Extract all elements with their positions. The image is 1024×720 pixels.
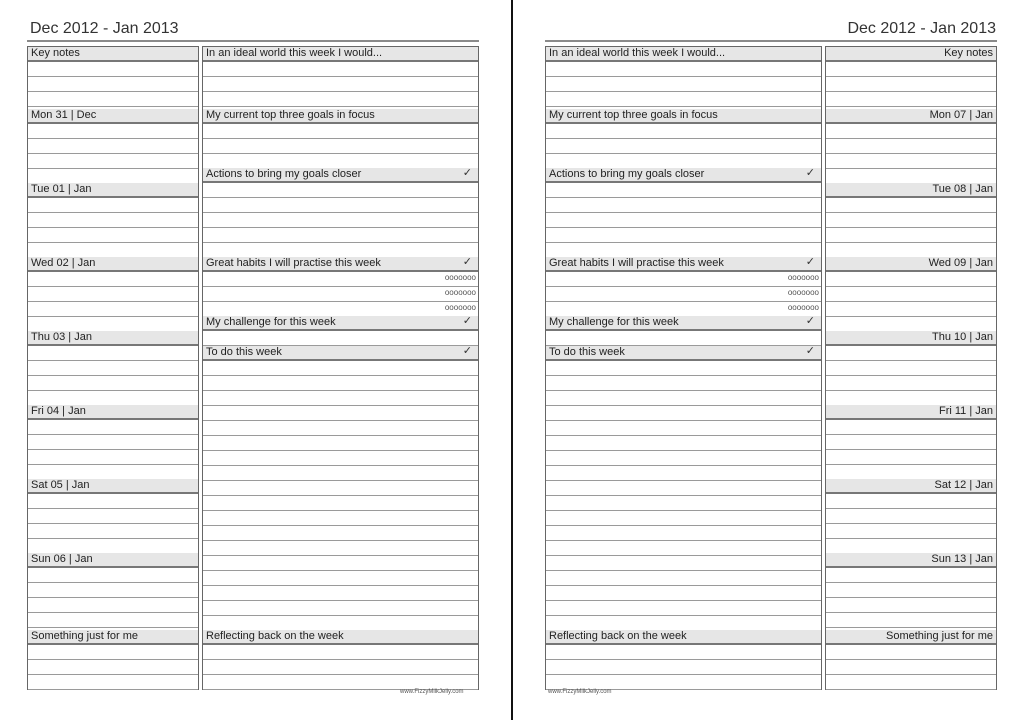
day-header-thu-03-jan	[28, 331, 198, 346]
writing-line[interactable]	[203, 436, 478, 451]
writing-line[interactable]	[546, 451, 821, 466]
reflecting-header-label: Reflecting back on the week	[549, 630, 687, 642]
checkmark-icon: ✓	[805, 316, 815, 327]
writing-line[interactable]	[28, 568, 198, 583]
writing-line[interactable]	[28, 317, 198, 332]
writing-line[interactable]	[826, 450, 996, 465]
day-header-tue-08-jan-label: Tue 08 | Jan	[932, 183, 993, 195]
writing-line[interactable]	[203, 511, 478, 526]
writing-line[interactable]	[28, 420, 198, 435]
habit-tracker-row[interactable]	[203, 287, 478, 302]
goals-column	[202, 46, 479, 690]
writing-line[interactable]	[203, 645, 478, 660]
writing-line[interactable]	[826, 77, 996, 92]
day-header-tue-01-jan-label: Tue 01 | Jan	[31, 183, 92, 195]
writing-line[interactable]	[28, 539, 198, 554]
day-header-mon-07-jan	[826, 109, 996, 124]
day-header-mon-07-jan-label: Mon 07 | Jan	[929, 109, 993, 121]
writing-line[interactable]	[546, 511, 821, 526]
day-header-thu-03-jan-label: Thu 03 | Jan	[31, 331, 92, 343]
reflecting-header	[203, 630, 478, 645]
writing-line[interactable]	[28, 198, 198, 213]
writing-line[interactable]	[546, 77, 821, 92]
writing-line[interactable]	[546, 526, 821, 541]
right-planner-page	[514, 0, 1024, 720]
key-notes-header	[826, 47, 996, 62]
writing-line[interactable]	[826, 494, 996, 509]
writing-line[interactable]	[546, 616, 821, 631]
writing-line[interactable]	[203, 601, 478, 616]
writing-line[interactable]	[826, 645, 996, 660]
writing-line[interactable]	[826, 568, 996, 583]
writing-line[interactable]	[28, 509, 198, 524]
great-habits-header-label: Great habits I will practise this week	[549, 257, 724, 269]
writing-line[interactable]	[826, 92, 996, 107]
top-goals-header	[546, 109, 821, 124]
writing-line[interactable]	[826, 169, 996, 184]
writing-line[interactable]	[203, 139, 478, 154]
writing-line[interactable]	[826, 228, 996, 243]
writing-line[interactable]	[203, 228, 478, 243]
writing-line[interactable]	[203, 77, 478, 92]
writing-line[interactable]	[826, 213, 996, 228]
date-range-title: Dec 2012 - Jan 2013	[847, 20, 996, 37]
key-notes-header	[28, 47, 198, 62]
day-header-wed-09-jan	[826, 257, 996, 272]
challenge-header	[203, 316, 478, 331]
writing-line[interactable]	[203, 124, 478, 139]
checkmark-icon: ✓	[805, 346, 815, 357]
to-do-header-label: To do this week	[206, 346, 282, 358]
writing-line[interactable]	[203, 586, 478, 601]
writing-line[interactable]	[203, 183, 478, 198]
great-habits-header	[203, 257, 478, 272]
habit-circles-icon[interactable]: ooooooo	[444, 288, 476, 297]
days-column	[825, 46, 997, 690]
checkmark-icon: ✓	[462, 346, 472, 357]
day-header-fri-11-jan-label: Fri 11 | Jan	[938, 405, 993, 417]
writing-line[interactable]	[203, 466, 478, 481]
writing-line[interactable]	[203, 361, 478, 376]
reflecting-header-label: Reflecting back on the week	[206, 630, 344, 642]
writing-line[interactable]	[28, 675, 198, 690]
writing-line[interactable]	[826, 420, 996, 435]
writing-line[interactable]	[203, 660, 478, 675]
writing-line[interactable]	[203, 496, 478, 511]
writing-line[interactable]	[28, 435, 198, 450]
ideal-world-header	[546, 47, 821, 62]
writing-line[interactable]	[203, 481, 478, 496]
habit-circles-icon[interactable]: ooooooo	[787, 273, 819, 282]
writing-line[interactable]	[546, 406, 821, 421]
date-range-title: Dec 2012 - Jan 2013	[30, 20, 179, 37]
title-rule	[27, 40, 479, 42]
key-notes-header-label: Key notes	[31, 47, 80, 59]
writing-line[interactable]	[546, 645, 821, 660]
habit-tracker-row[interactable]	[546, 287, 821, 302]
writing-line[interactable]	[826, 465, 996, 480]
day-header-sat-05-jan-label: Sat 05 | Jan	[31, 479, 90, 491]
day-header-sat-05-jan	[28, 479, 198, 494]
writing-line[interactable]	[826, 539, 996, 554]
to-do-header	[546, 346, 821, 361]
challenge-header-label: My challenge for this week	[206, 316, 336, 328]
ideal-world-header-label: In an ideal world this week I would...	[549, 47, 726, 59]
day-header-wed-09-jan-label: Wed 09 | Jan	[928, 257, 993, 269]
writing-line[interactable]	[826, 124, 996, 139]
days-column	[27, 46, 199, 690]
writing-line[interactable]	[546, 571, 821, 586]
writing-line[interactable]	[28, 391, 198, 406]
writing-line[interactable]	[203, 243, 478, 258]
day-header-thu-10-jan	[826, 331, 996, 346]
writing-line[interactable]	[203, 198, 478, 213]
day-header-mon-31-dec-label: Mon 31 | Dec	[31, 109, 97, 121]
day-header-mon-31-dec	[28, 109, 198, 124]
top-goals-header	[203, 109, 478, 124]
writing-line[interactable]	[546, 556, 821, 571]
writing-line[interactable]	[546, 496, 821, 511]
writing-line[interactable]	[28, 613, 198, 628]
key-notes-header-label: Key notes	[944, 47, 993, 59]
writing-line[interactable]	[28, 154, 198, 169]
writing-line[interactable]	[826, 346, 996, 361]
writing-line[interactable]	[28, 346, 198, 361]
writing-line[interactable]	[203, 556, 478, 571]
writing-line[interactable]	[28, 450, 198, 465]
writing-line[interactable]	[203, 616, 478, 631]
writing-line[interactable]	[826, 154, 996, 169]
great-habits-header	[546, 257, 821, 272]
writing-line[interactable]	[28, 645, 198, 660]
writing-line[interactable]	[546, 198, 821, 213]
writing-line[interactable]	[203, 92, 478, 107]
day-header-sun-13-jan-label: Sun 13 | Jan	[931, 553, 993, 565]
writing-line[interactable]	[546, 601, 821, 616]
day-header-fri-04-jan	[28, 405, 198, 420]
writing-line[interactable]	[28, 77, 198, 92]
writing-line[interactable]	[546, 660, 821, 675]
writing-line[interactable]	[203, 391, 478, 406]
to-do-header	[203, 346, 478, 361]
writing-line[interactable]	[546, 213, 821, 228]
great-habits-header-label: Great habits I will practise this week	[206, 257, 381, 269]
writing-line[interactable]	[826, 376, 996, 391]
writing-line[interactable]	[826, 62, 996, 77]
writing-line[interactable]	[826, 287, 996, 302]
actions-header-label: Actions to bring my goals closer	[206, 168, 362, 180]
writing-line[interactable]	[203, 376, 478, 391]
day-header-fri-11-jan	[826, 405, 996, 420]
writing-line[interactable]	[546, 391, 821, 406]
writing-line[interactable]	[546, 92, 821, 107]
writing-line[interactable]	[28, 376, 198, 391]
ideal-world-header	[203, 47, 478, 62]
writing-line[interactable]	[28, 361, 198, 376]
writing-line[interactable]	[203, 526, 478, 541]
actions-header	[546, 168, 821, 183]
writing-line[interactable]	[826, 139, 996, 154]
writing-line[interactable]	[28, 302, 198, 317]
writing-line[interactable]	[203, 451, 478, 466]
writing-line[interactable]	[826, 361, 996, 376]
writing-line[interactable]	[28, 660, 198, 675]
day-header-wed-02-jan	[28, 257, 198, 272]
writing-line[interactable]	[826, 302, 996, 317]
writing-line[interactable]	[826, 583, 996, 598]
habit-circles-icon[interactable]: ooooooo	[787, 303, 819, 312]
habit-circles-icon[interactable]: ooooooo	[787, 288, 819, 297]
actions-header	[203, 168, 478, 183]
writing-line[interactable]	[28, 124, 198, 139]
writing-line[interactable]	[546, 331, 821, 346]
something-just-for-me-header-label: Something just for me	[31, 630, 138, 642]
writing-line[interactable]	[826, 509, 996, 524]
writing-line[interactable]	[826, 198, 996, 213]
day-header-sat-12-jan	[826, 479, 996, 494]
writing-line[interactable]	[28, 465, 198, 480]
writing-line[interactable]	[826, 598, 996, 613]
actions-header-label: Actions to bring my goals closer	[549, 168, 705, 180]
day-header-fri-04-jan-label: Fri 04 | Jan	[31, 405, 86, 417]
writing-line[interactable]	[28, 272, 198, 287]
writing-line[interactable]	[28, 524, 198, 539]
writing-line[interactable]	[826, 435, 996, 450]
writing-line[interactable]	[203, 154, 478, 169]
something-just-for-me-header	[28, 630, 198, 645]
habit-circles-icon[interactable]: ooooooo	[444, 303, 476, 312]
title-rule	[545, 40, 997, 42]
day-header-wed-02-jan-label: Wed 02 | Jan	[31, 257, 96, 269]
writing-line[interactable]	[203, 331, 478, 346]
writing-line[interactable]	[546, 586, 821, 601]
writing-line[interactable]	[826, 613, 996, 628]
writing-line[interactable]	[546, 675, 821, 690]
writing-line[interactable]	[28, 169, 198, 184]
writing-line[interactable]	[826, 391, 996, 406]
goals-column	[545, 46, 822, 690]
writing-line[interactable]	[28, 92, 198, 107]
habit-tracker-row[interactable]	[203, 272, 478, 287]
writing-line[interactable]	[826, 524, 996, 539]
to-do-header-label: To do this week	[549, 346, 625, 358]
checkmark-icon: ✓	[462, 316, 472, 327]
writing-line[interactable]	[546, 541, 821, 556]
writing-line[interactable]	[546, 466, 821, 481]
something-just-for-me-header-label: Something just for me	[886, 630, 993, 642]
writing-line[interactable]	[546, 436, 821, 451]
writing-line[interactable]	[546, 183, 821, 198]
writing-line[interactable]	[28, 243, 198, 258]
writing-line[interactable]	[546, 62, 821, 77]
writing-line[interactable]	[203, 541, 478, 556]
day-header-sun-06-jan	[28, 553, 198, 568]
checkmark-icon: ✓	[805, 168, 815, 179]
writing-line[interactable]	[826, 317, 996, 332]
writing-line[interactable]	[28, 139, 198, 154]
writing-line[interactable]	[546, 481, 821, 496]
writing-line[interactable]	[28, 62, 198, 77]
writing-line[interactable]	[546, 154, 821, 169]
ideal-world-header-label: In an ideal world this week I would...	[206, 47, 383, 59]
habit-circles-icon[interactable]: ooooooo	[444, 273, 476, 282]
top-goals-header-label: My current top three goals in focus	[206, 109, 375, 121]
day-header-sun-13-jan	[826, 553, 996, 568]
writing-line[interactable]	[28, 583, 198, 598]
writing-line[interactable]	[203, 675, 478, 690]
day-header-thu-10-jan-label: Thu 10 | Jan	[932, 331, 993, 343]
something-just-for-me-header	[826, 630, 996, 645]
day-header-tue-08-jan	[826, 183, 996, 198]
writing-line[interactable]	[826, 675, 996, 690]
writing-line[interactable]	[826, 272, 996, 287]
writing-line[interactable]	[826, 660, 996, 675]
writing-line[interactable]	[546, 361, 821, 376]
writing-line[interactable]	[546, 421, 821, 436]
writing-line[interactable]	[546, 228, 821, 243]
writing-line[interactable]	[546, 139, 821, 154]
writing-line[interactable]	[28, 228, 198, 243]
checkmark-icon: ✓	[805, 257, 815, 268]
checkmark-icon: ✓	[462, 257, 472, 268]
checkmark-icon: ✓	[462, 168, 472, 179]
writing-line[interactable]	[28, 494, 198, 509]
writing-line[interactable]	[546, 124, 821, 139]
website-footer: www.FizzyMilkJelly.com	[400, 689, 464, 695]
reflecting-header	[546, 630, 821, 645]
habit-tracker-row[interactable]	[203, 302, 478, 317]
writing-line[interactable]	[546, 376, 821, 391]
top-goals-header-label: My current top three goals in focus	[549, 109, 718, 121]
habit-tracker-row[interactable]	[546, 272, 821, 287]
writing-line[interactable]	[203, 421, 478, 436]
writing-line[interactable]	[203, 571, 478, 586]
writing-line[interactable]	[203, 62, 478, 77]
writing-line[interactable]	[826, 243, 996, 258]
writing-line[interactable]	[203, 406, 478, 421]
website-footer: www.FizzyMilkJelly.com	[548, 689, 612, 695]
habit-tracker-row[interactable]	[546, 302, 821, 317]
writing-line[interactable]	[28, 598, 198, 613]
writing-line[interactable]	[203, 213, 478, 228]
writing-line[interactable]	[546, 243, 821, 258]
writing-line[interactable]	[28, 213, 198, 228]
writing-line[interactable]	[28, 287, 198, 302]
challenge-header-label: My challenge for this week	[549, 316, 679, 328]
challenge-header	[546, 316, 821, 331]
day-header-sat-12-jan-label: Sat 12 | Jan	[934, 479, 993, 491]
day-header-tue-01-jan	[28, 183, 198, 198]
day-header-sun-06-jan-label: Sun 06 | Jan	[31, 553, 93, 565]
